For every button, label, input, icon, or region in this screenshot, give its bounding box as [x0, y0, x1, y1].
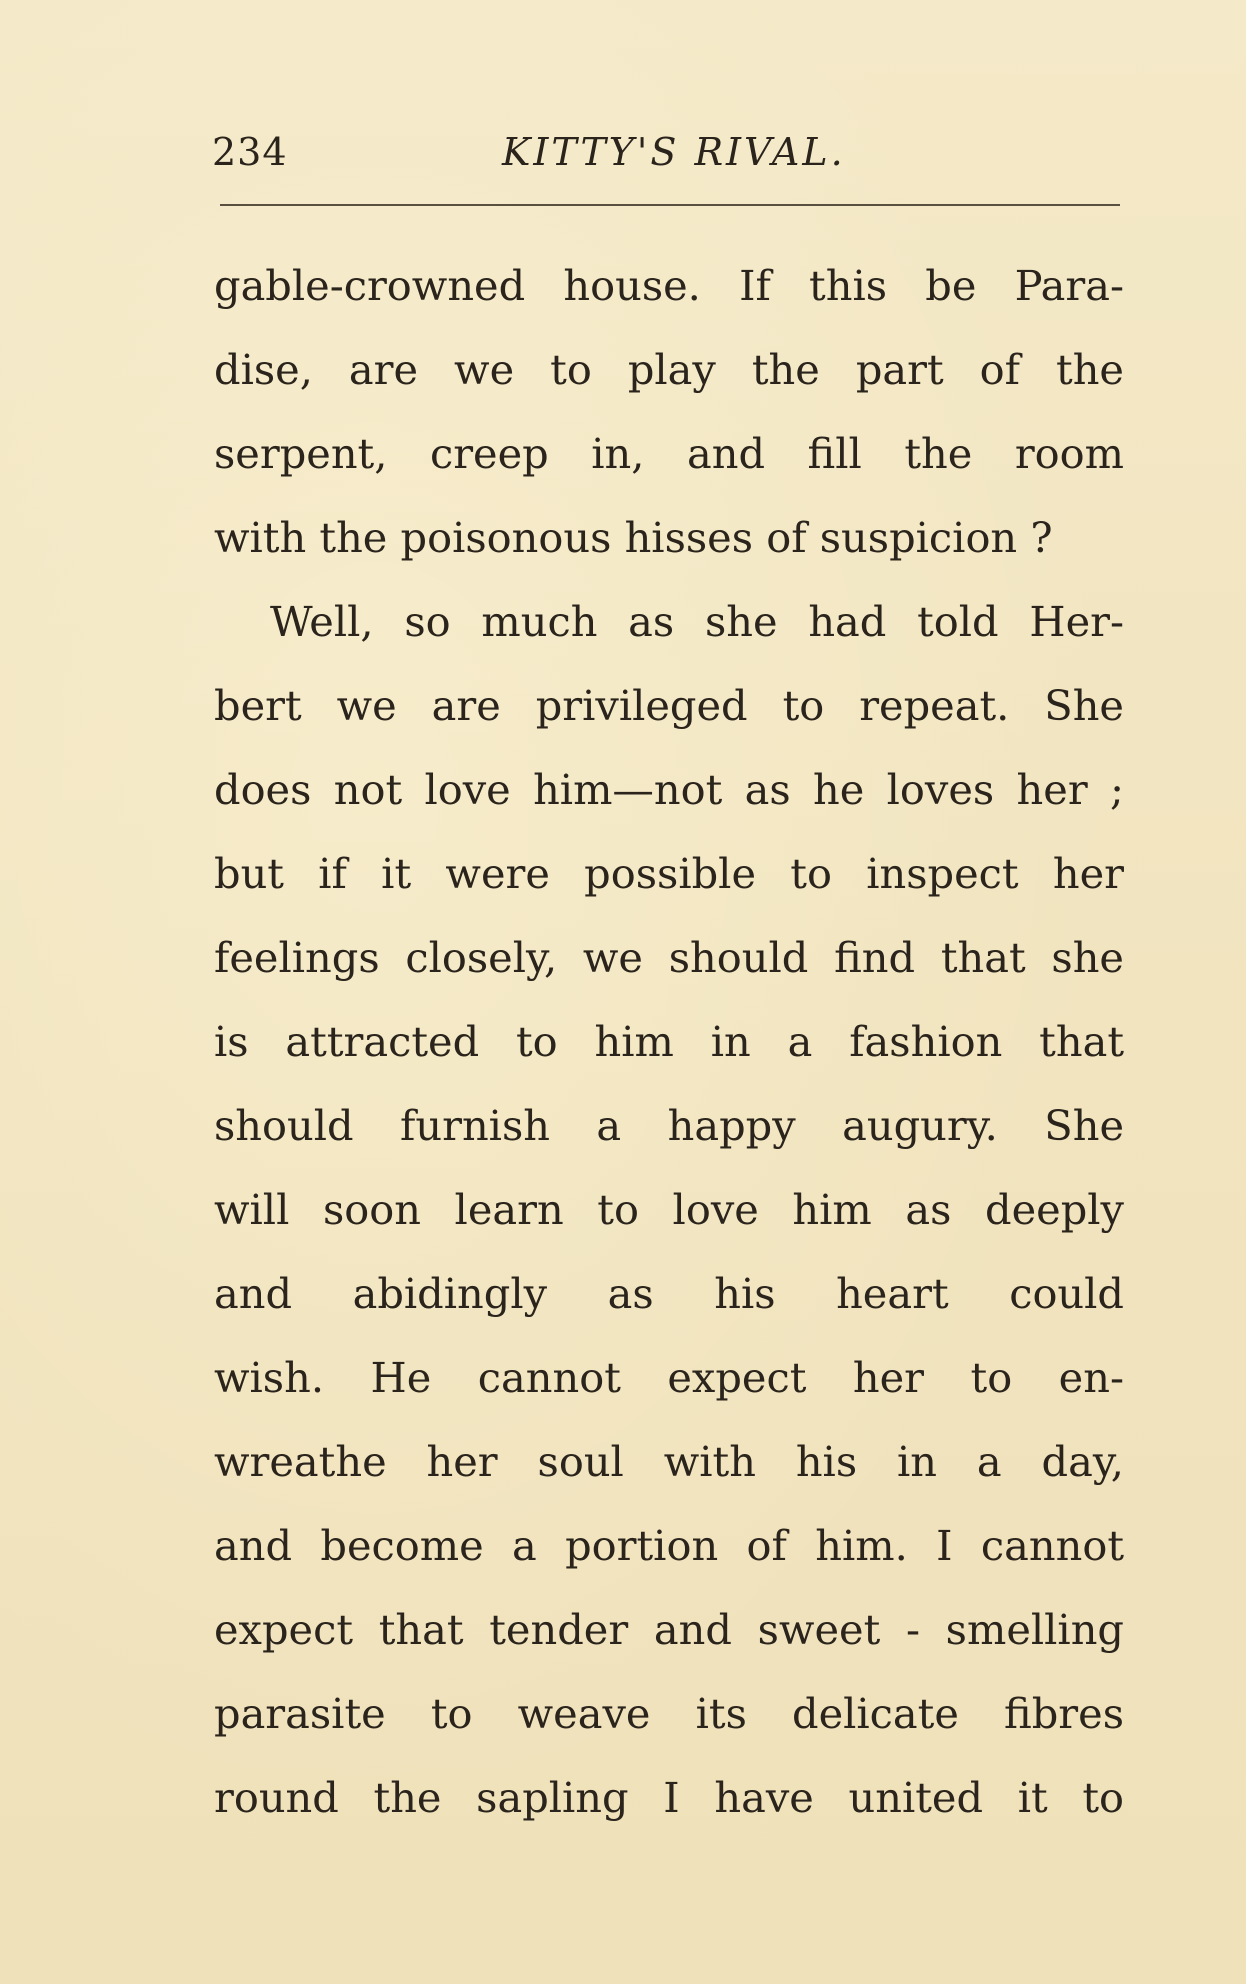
text-line: should furnish a happy augury. She — [214, 1101, 1124, 1150]
text-line: dise, are we to play the part of the — [214, 345, 1124, 394]
text-line: wreathe her soul with his in a day, — [214, 1437, 1124, 1486]
text-line: but if it were possible to inspect her — [214, 849, 1124, 898]
text-line: feelings closely, we should find that she — [214, 933, 1124, 982]
text-line: parasite to weave its delicate fibres — [214, 1689, 1124, 1738]
text-line: and abidingly as his heart could — [214, 1269, 1124, 1318]
text-line: will soon learn to love him as deeply — [214, 1185, 1124, 1234]
text-line: round the sapling I have united it to — [214, 1773, 1124, 1822]
text-line: serpent, creep in, and fill the room — [214, 429, 1124, 478]
running-head — [212, 130, 1122, 174]
text-line: and become a portion of him. I cannot — [214, 1521, 1124, 1570]
running-title: KITTY'S RIVAL. — [502, 130, 846, 174]
text-line: bert we are privileged to repeat. She — [214, 681, 1124, 730]
page-number: 234 — [212, 130, 288, 174]
body-text — [214, 244, 1124, 1840]
text-line: expect that tender and sweet - smelling — [214, 1605, 1124, 1654]
text-line: Well, so much as she had told Her- — [270, 597, 1124, 646]
text-line: wish. He cannot expect her to en- — [214, 1353, 1124, 1402]
text-line: with the poisonous hisses of suspicion ? — [214, 513, 1053, 562]
text-line: does not love him—not as he loves her ; — [214, 765, 1124, 814]
header-rule — [220, 204, 1120, 206]
text-line: is attracted to him in a fashion that — [214, 1017, 1124, 1066]
text-line: gable-crowned house. If this be Para- — [214, 261, 1124, 310]
